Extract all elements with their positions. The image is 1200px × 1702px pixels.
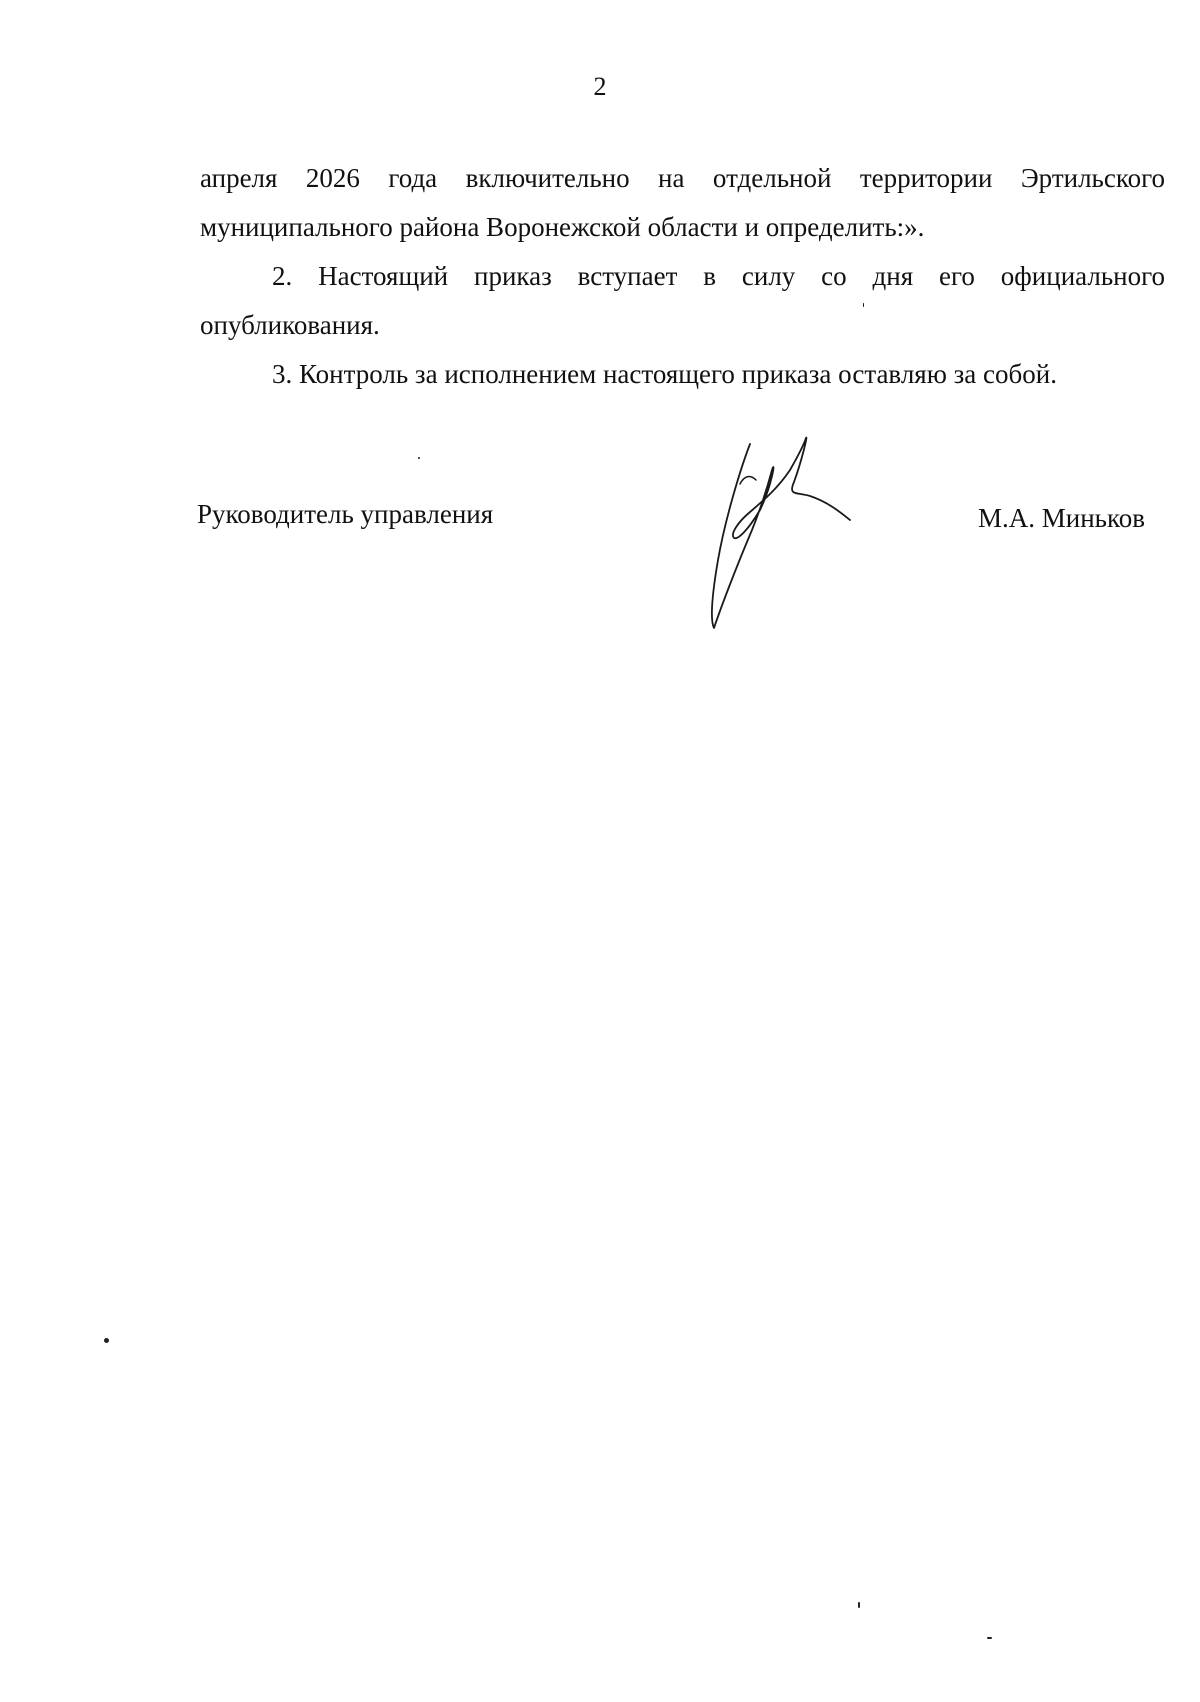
scan-speck <box>418 457 420 459</box>
handwritten-signature <box>700 430 860 640</box>
signer-name: М.А. Миньков <box>978 503 1145 533</box>
scan-speck <box>863 303 864 307</box>
body-text <box>200 154 1165 399</box>
paragraph-2-effective-date: 2. Настоящий приказ вступает в силу со дня его официального опубликования. <box>200 261 1165 340</box>
position-title: Руководитель управления <box>197 499 494 529</box>
scan-speck <box>104 1338 109 1343</box>
scan-speck <box>987 1637 992 1639</box>
page-number: 2 <box>593 72 607 101</box>
paragraph-continuation: апреля 2026 года включительно на отдельной территории Эртильского муниципального района Воронежской области и определить:». <box>200 163 1165 242</box>
scan-speck <box>858 1602 860 1608</box>
paragraph-3-control: 3. Контроль за исполнением настоящего приказа оставляю за собой. <box>272 359 1057 389</box>
